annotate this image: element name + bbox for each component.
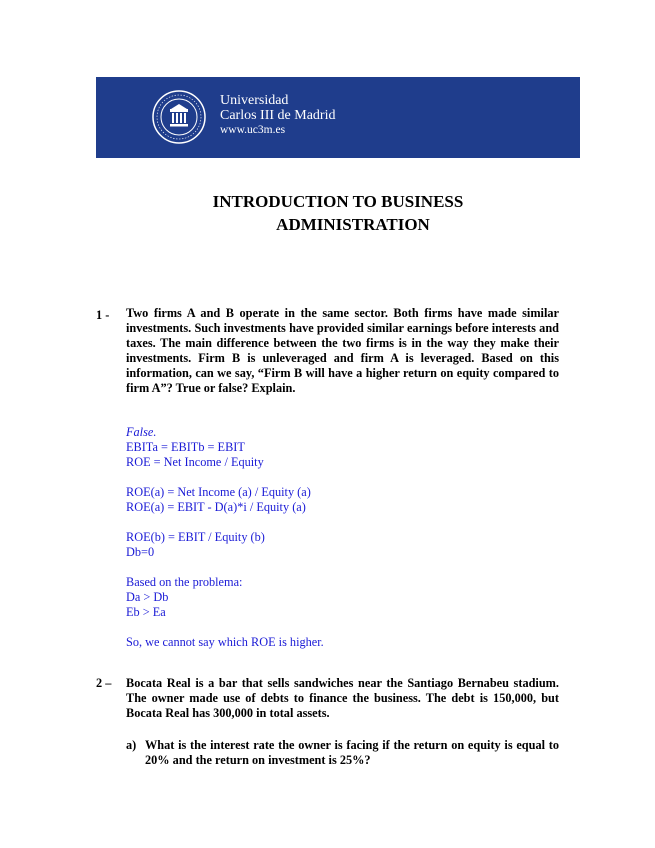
answer-line: Db=0 — [126, 545, 155, 559]
university-website: www.uc3m.es — [220, 124, 286, 136]
answer-conclusion: So, we cannot say which ROE is higher. — [126, 635, 324, 649]
university-seal-icon — [151, 89, 207, 145]
question-2-number: 2 – — [96, 676, 112, 690]
question-2-text: Bocata Real is a bar that sells sandwiches near the Santiago Bernabeu stadium. The owner made use of debts to finance the business. The debt is 150,000, but Bocata Real has 300,000 in total assets. — [126, 676, 559, 720]
university-name-line1: Universidad — [220, 93, 289, 108]
university-name-block — [220, 93, 335, 138]
university-header-banner — [96, 77, 580, 158]
answer-line: ROE(b) = EBIT / Equity (b) — [126, 530, 265, 544]
title-line1: INTRODUCTION TO BUSINESS — [212, 192, 464, 211]
answer-line: ROE = Net Income / Equity — [126, 455, 264, 469]
title-line2: ADMINISTRATION — [276, 215, 430, 234]
university-name-line2: Carlos III de Madrid — [220, 108, 336, 123]
answer-line: Da > Db — [126, 590, 169, 604]
answer-1-block — [126, 425, 546, 650]
answer-line: False. — [126, 425, 157, 439]
answer-line: EBITa = EBITb = EBIT — [126, 440, 245, 454]
question-2a-text: What is the interest rate the owner is facing if the return on equity is equal to 20% and the return on investment is 25%? — [145, 738, 559, 767]
answer-line: Based on the problema: — [126, 575, 243, 589]
question-1-text: Two firms A and B operate in the same sector. Both firms have made similar investments. Such investments have provided similar earnings before interests and taxes. The main difference between the two firms is in the way they make their investments. Firm B is unleveraged and firm A is leveraged. Based on this information, can we say, “Firm B will have a higher return on equity compared to firm A”? True or false? Explain. — [126, 306, 559, 395]
page-title — [96, 190, 580, 236]
answer-line: ROE(a) = EBIT - D(a)*i / Equity (a) — [126, 500, 306, 514]
question-1-number: 1 - — [96, 308, 110, 322]
answer-line: ROE(a) = Net Income (a) / Equity (a) — [126, 485, 311, 499]
answer-line: Eb > Ea — [126, 605, 166, 619]
question-2a-label: a) — [126, 738, 137, 752]
